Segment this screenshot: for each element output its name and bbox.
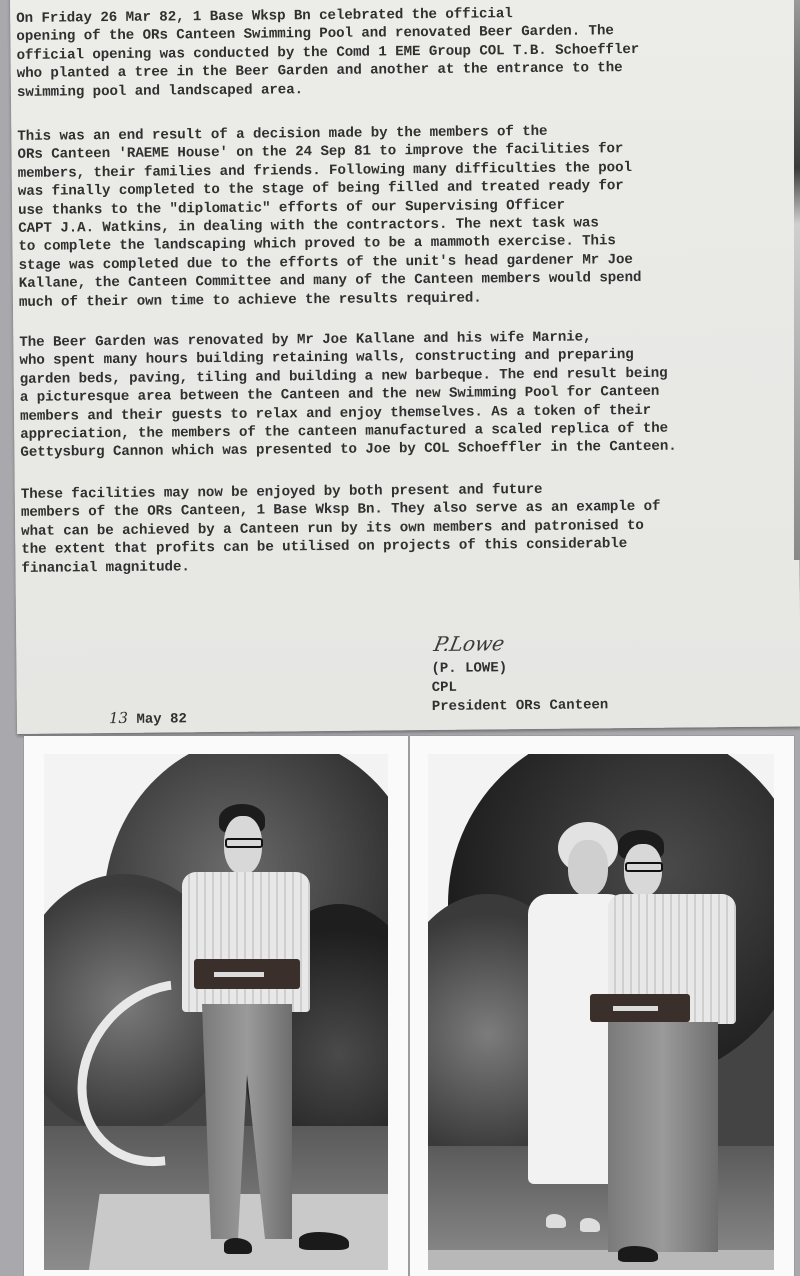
head (568, 840, 608, 896)
shoe (546, 1214, 566, 1228)
paragraph-beer-garden: The Beer Garden was renovated by Mr Joe Kallane and his wife Marnie, who spent many hours building retaining walls, constructing and preparing garden beds, paving, tiling and building a new barbeque. The end result being a picturesque area between the Canteen and the new Swimming Pool for Canteen members and their guests to relax and enjoy themselves. As a token of their appreciation, the members of the canteen manufactured a scaled replica of the Gettysburg Cannon which was presented to Joe by COL Schoeffler in the Canteen. (19, 329, 677, 462)
signatory-rank: CPL (431, 679, 457, 696)
photo-man-with-cannon (44, 754, 388, 1270)
signatory-name: (P. LOWE) (431, 660, 508, 677)
signatory-title: President ORs Canteen (431, 697, 609, 715)
date-month-year: May 82 (127, 711, 187, 728)
paragraph-opening: On Friday 26 Mar 82, 1 Base Wksp Bn celebrated the official opening of the ORs Canteen Swimming Pool and renovated Beer Garden. The official opening was conducted by the Comd 1 EME Group COL T.B. Schoeffler who planted a tree in the Beer Garden and another at the entrance to the swimming pool and landscaped area. (16, 6, 640, 101)
photo-card-2 (410, 736, 794, 1276)
trousers (608, 1022, 718, 1252)
shoe (224, 1238, 252, 1254)
shirt (182, 872, 310, 1012)
shoe (299, 1232, 349, 1250)
letter-date (109, 708, 187, 728)
photo-couple-with-cannon (428, 754, 774, 1270)
handwritten-signature: P.Lowe (431, 631, 507, 656)
glasses-icon (625, 862, 663, 872)
paving (428, 1250, 774, 1270)
shoe (580, 1218, 600, 1232)
plaque (613, 1006, 658, 1011)
page-edge (794, 0, 800, 560)
paragraph-background: This was an end result of a decision made by the members of the ORs Canteen 'RAEME House' on the 24 Sep 81 to improve the facilities for members, their families and friends. Following many difficulties the pool was finally completed to the stage of being filled and treated ready for use thanks to the "diplomatic" efforts of our Supervising Officer CAPT J.A. Watkins, in dealing with the contractors. The next task was to complete the landscaping which proved to be a mammoth exercise. This stage was completed due to the efforts of the unit's head gardener Mr Joe Kallane, the Canteen Committee and many of the Canteen members would spend much of their own time to achieve the results required. (17, 123, 642, 311)
glasses-icon (225, 838, 263, 848)
date-day-handwritten: 13 (108, 708, 129, 728)
plaque (214, 972, 264, 977)
shoe (618, 1246, 658, 1262)
paragraph-closing: These facilities may now be enjoyed by both present and future members of the ORs Canteen, 1 Base Wksp Bn. They also serve as an example of what can be achieved by a Canteen run by its own members and patronised to the extent that profits can be utilised on projects of this considerable financial magnitude. (20, 481, 661, 577)
photo-card-1 (24, 736, 408, 1276)
typed-letter (10, 0, 800, 734)
